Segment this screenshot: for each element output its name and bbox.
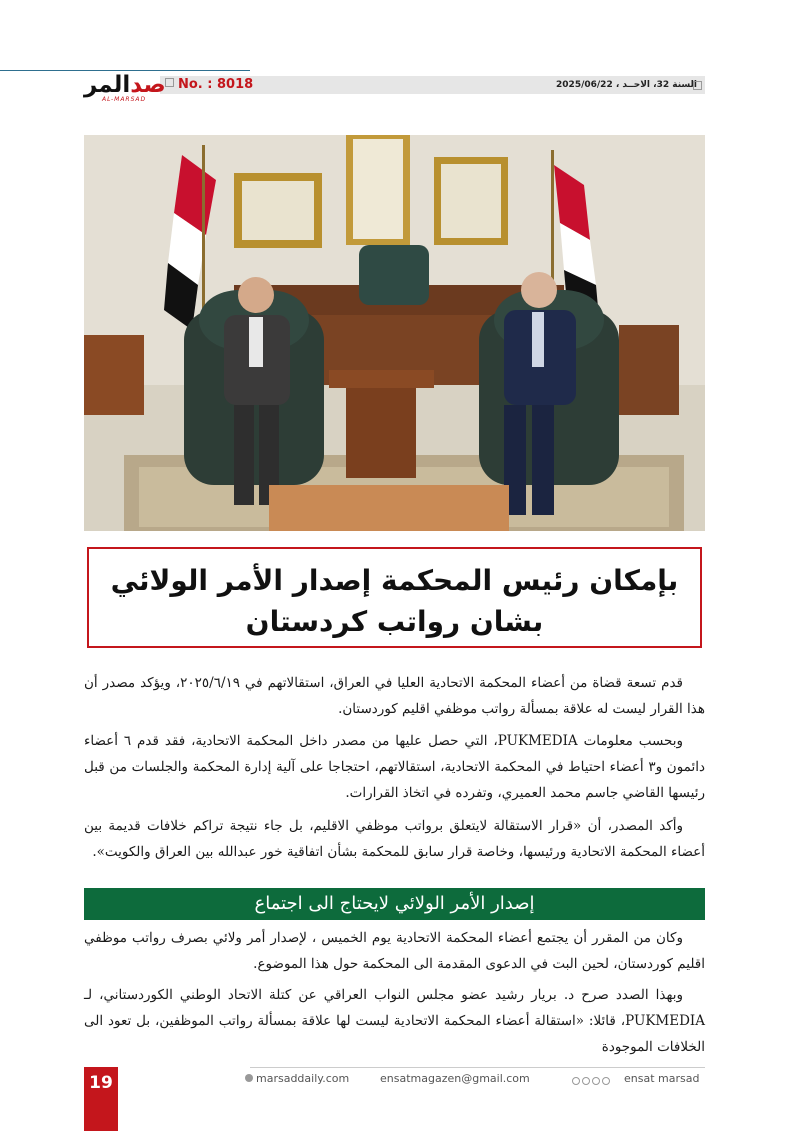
square-bullet-icon bbox=[165, 78, 174, 87]
logo-text-red: صد bbox=[130, 72, 166, 98]
headline-box bbox=[87, 547, 702, 648]
website-text: marsaddaily.com bbox=[256, 1072, 350, 1085]
facebook-icon[interactable] bbox=[572, 1077, 580, 1085]
top-rule bbox=[0, 70, 250, 71]
issue-number bbox=[165, 76, 253, 94]
email-link[interactable]: ensatmagazen@gmail.com bbox=[380, 1072, 530, 1085]
section-subheading: إصدار الأمر الولائي لايحتاج الى اجتماع bbox=[84, 888, 705, 920]
issue-date: السنة 32، الاحــد ، 2025/06/22 bbox=[556, 80, 697, 90]
square-bullet-icon bbox=[693, 81, 702, 90]
issue-number-text: No. : 8018 bbox=[178, 77, 254, 92]
footer-rule bbox=[250, 1067, 705, 1068]
logo-text-dark: المر bbox=[84, 72, 131, 98]
logo-subtitle: AL-MARSAD bbox=[102, 96, 147, 103]
youtube-icon[interactable] bbox=[602, 1077, 610, 1085]
website-link[interactable] bbox=[245, 1071, 349, 1087]
social-icons bbox=[572, 1074, 612, 1090]
article-paragraph: وكان من المقرر أن يجتمع أعضاء المحكمة الاتحادية يوم الخميس ، لإصدار أمر ولائي بصرف رواتب موظفي اقليم كوردستان، لحين البت في الدعوى المقدمة الى المحكمة حول هذا الموضوع. bbox=[84, 930, 705, 972]
instagram-icon[interactable] bbox=[592, 1077, 600, 1085]
meeting-photo bbox=[84, 135, 705, 531]
headline-line-2: بشان رواتب كردستان bbox=[245, 605, 544, 638]
headline-line-1: بإمكان رئيس المحكمة إصدار الأمر الولائي bbox=[110, 564, 679, 597]
globe-icon bbox=[245, 1074, 253, 1082]
article-paragraph: وبحسب معلومات PUKMEDIA، التي حصل عليها من مصدر داخل المحكمة الاتحادية، فقد قدم ٦ أعضاء دائمون و٣ أعضاء احتياط في المحكمة الاتحادية، استقالاتهم، احتجاجا على آلية إدارة المحكمة والجلسات من قبل رئيسها القاضي جاسم محمد العميري، وتفرده في اتخاذ القرارات. bbox=[84, 733, 705, 801]
article-paragraph: قدم تسعة قضاة من أعضاء المحكمة الاتحادية العليا في العراق، استقالاتهم في ٢٠٢٥/٦/١٩، ويؤكد مصدر أن هذا القرار ليست له علاقة بمسألة رواتب موظفي اقليم كوردستان. bbox=[84, 675, 705, 717]
twitter-icon[interactable] bbox=[582, 1077, 590, 1085]
article-paragraph: وبهذا الصدد صرح د. بريار رشيد عضو مجلس النواب العراقي عن كتلة الاتحاد الوطني الكوردستاني، لـ PUKMEDIA، قائلا: «استقالة أعضاء المحكمة الاتحادية ليست لها علاقة بمسألة رواتب الموظفين، بل تعود الى الخلافات الموجودة bbox=[84, 987, 705, 1055]
article-paragraph: وأكد المصدر، أن «قرار الاستقالة لايتعلق برواتب موظفي الاقليم، بل جاء نتيجة تراكم خلافات قديمة بين أعضاء المحكمة الاتحادية ورئيسها، وخاصة قرار سابق للمحكمة بشأن اتفاقية خور عبدالله بين العراق والكويت». bbox=[84, 818, 705, 860]
social-handle: ensat marsad bbox=[624, 1072, 700, 1085]
page-number: 19 bbox=[89, 1073, 113, 1093]
logo bbox=[84, 72, 166, 103]
